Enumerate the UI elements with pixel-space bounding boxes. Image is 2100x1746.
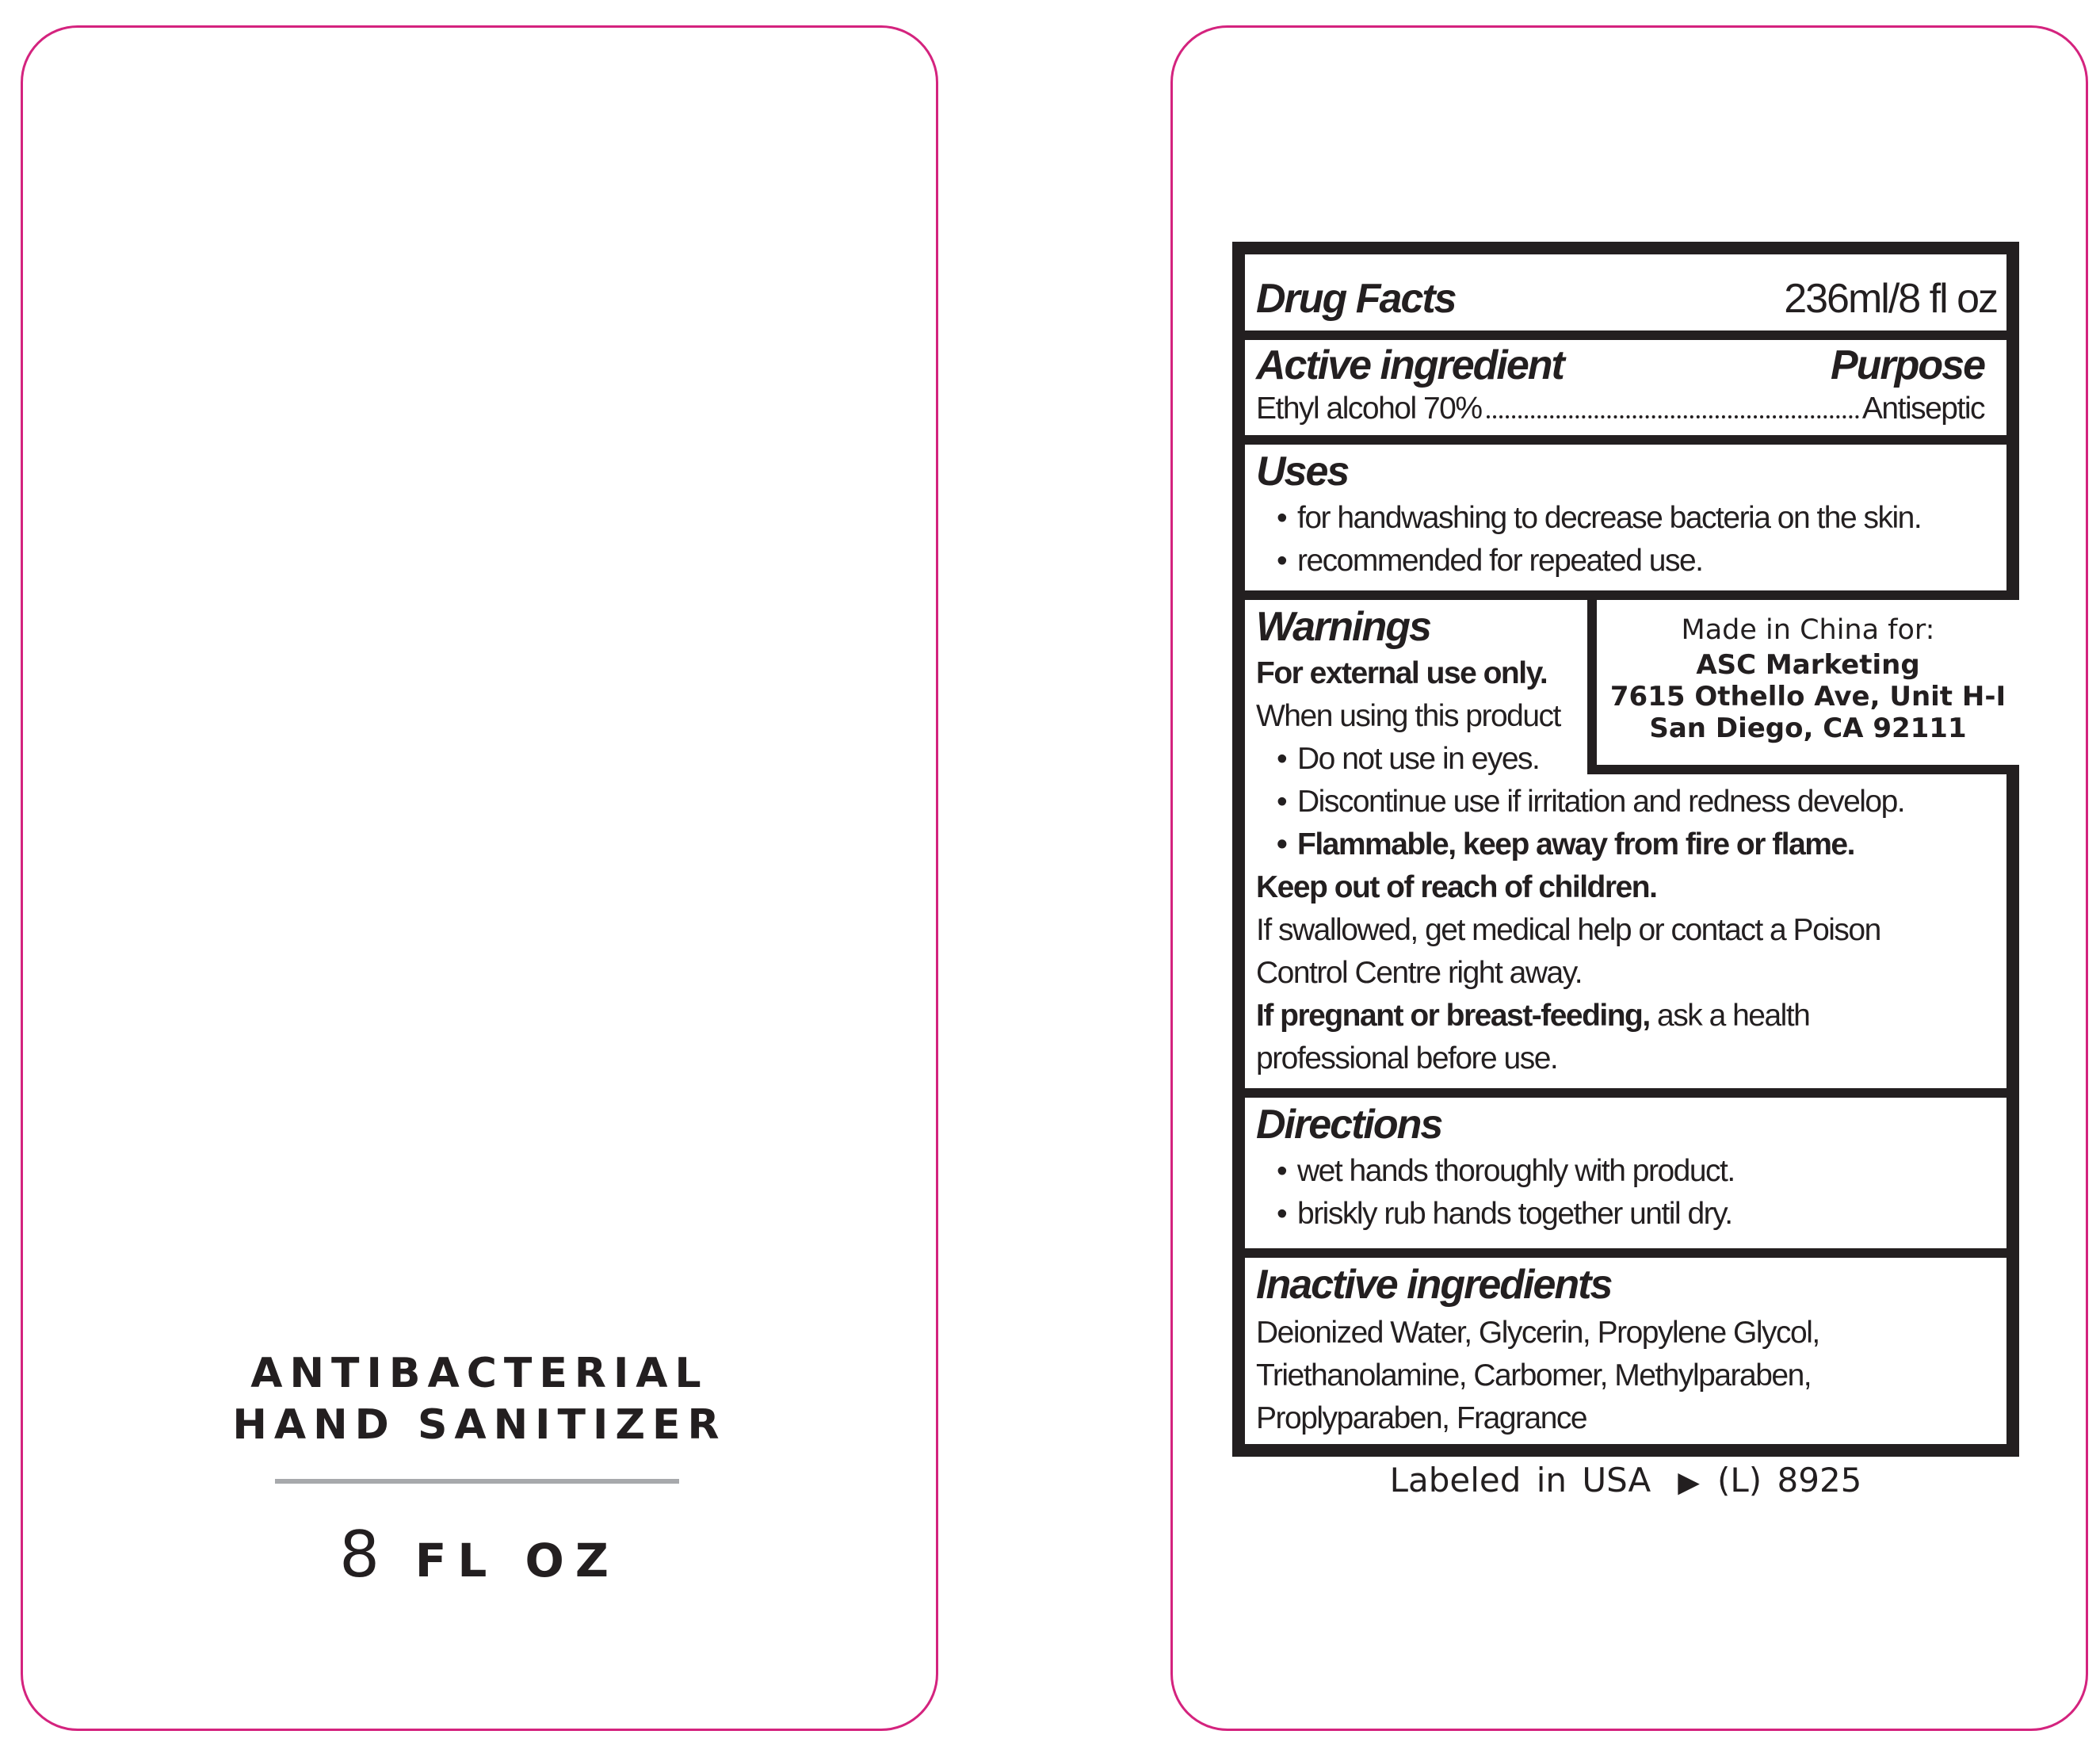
pregnant-bold: If pregnant or breast-feeding, xyxy=(1256,999,1650,1033)
size-unit: FL OZ xyxy=(414,1534,620,1587)
list-item: • briskly rub hands together until dry. xyxy=(1277,1193,1735,1236)
company-address: 7615 Othello Ave, Unit H-I xyxy=(1609,681,2006,713)
divider-rule xyxy=(275,1479,679,1484)
container-size: 236ml/8 fl oz xyxy=(1784,276,1997,322)
uses-heading: Uses xyxy=(1256,449,1349,495)
swallowed-text-1: If swallowed, get medical help or contact a Poison xyxy=(1256,913,1880,947)
pregnant-text-2: professional before use. xyxy=(1256,1041,1558,1075)
drug-facts-title: Drug Facts xyxy=(1256,276,1456,322)
swallowed-text-2: Control Centre right away. xyxy=(1256,956,1583,990)
uses-section xyxy=(1245,445,2006,590)
list-item: • Discontinue use if irritation and redness develop. xyxy=(1256,781,2001,823)
made-in-line: Made in China for: xyxy=(1681,614,1935,646)
directions-list xyxy=(1277,1150,1735,1236)
list-item: • wet hands thoroughly with product. xyxy=(1277,1150,1735,1193)
list-item: • for handwashing to decrease bacteria on the skin. xyxy=(1277,497,1921,540)
directions-heading: Directions xyxy=(1256,1102,1442,1148)
drug-facts-box xyxy=(1232,242,2019,1457)
active-ingredient-heading: Active ingredient xyxy=(1256,342,1564,388)
lot-code: (L) 8925 xyxy=(1716,1461,1862,1500)
active-ingredient-row xyxy=(1256,388,1984,430)
directions-section xyxy=(1245,1098,2006,1248)
warnings-section xyxy=(1245,600,2006,1088)
product-name-line2: HAND SANITIZER xyxy=(232,1401,727,1449)
warnings-heading: Warnings xyxy=(1256,604,1430,650)
inactive-line: Deionized Water, Glycerin, Propylene Glycol, xyxy=(1256,1316,1819,1350)
company-name: ASC Marketing xyxy=(1696,649,1920,681)
made-in-box xyxy=(1587,590,2019,774)
product-name-line1: ANTIBACTERIAL xyxy=(250,1350,708,1397)
labeled-in-text: Labeled in USA xyxy=(1389,1461,1651,1500)
labeled-in-footer xyxy=(1232,1461,2019,1500)
pregnant-text-1 xyxy=(1256,995,2001,1037)
inactive-line: Triethanolamine, Carbomer, Methylparaben, xyxy=(1256,1358,1812,1393)
triangle-arrow-icon: ▶ xyxy=(1678,1466,1700,1499)
inactive-line: Proplyparaben, Fragrance xyxy=(1256,1401,1587,1435)
inactive-ingredients-heading: Inactive ingredients xyxy=(1256,1262,1612,1308)
external-use-warning: For external use only. xyxy=(1256,656,1548,690)
when-using-text: When using this product xyxy=(1256,699,1560,733)
drug-facts-header xyxy=(1245,254,2006,330)
active-ingredient-purpose: Antiseptic xyxy=(1861,392,1984,426)
keep-out-warning: Keep out of reach of children. xyxy=(1256,870,1657,904)
company-city: San Diego, CA 92111 xyxy=(1649,713,1967,744)
size-number: 8 xyxy=(339,1518,388,1591)
inactive-ingredients-section xyxy=(1245,1258,2006,1444)
net-contents xyxy=(23,1518,936,1591)
list-item: • Do not use in eyes. xyxy=(1256,738,2001,781)
uses-list xyxy=(1277,497,1921,583)
dotted-leader xyxy=(1487,415,1859,418)
pregnant-rest: ask a health xyxy=(1649,999,1810,1033)
front-label-panel xyxy=(21,25,938,1731)
inactive-ingredients-list xyxy=(1256,1312,1993,1440)
list-item: • recommended for repeated use. xyxy=(1277,540,1921,583)
purpose-heading: Purpose xyxy=(1830,342,1984,388)
active-ingredient-section xyxy=(1245,340,2006,435)
list-item: • Flammable, keep away from fire or flame. xyxy=(1256,823,2001,866)
active-ingredient-name: Ethyl alcohol 70% xyxy=(1256,392,1482,426)
